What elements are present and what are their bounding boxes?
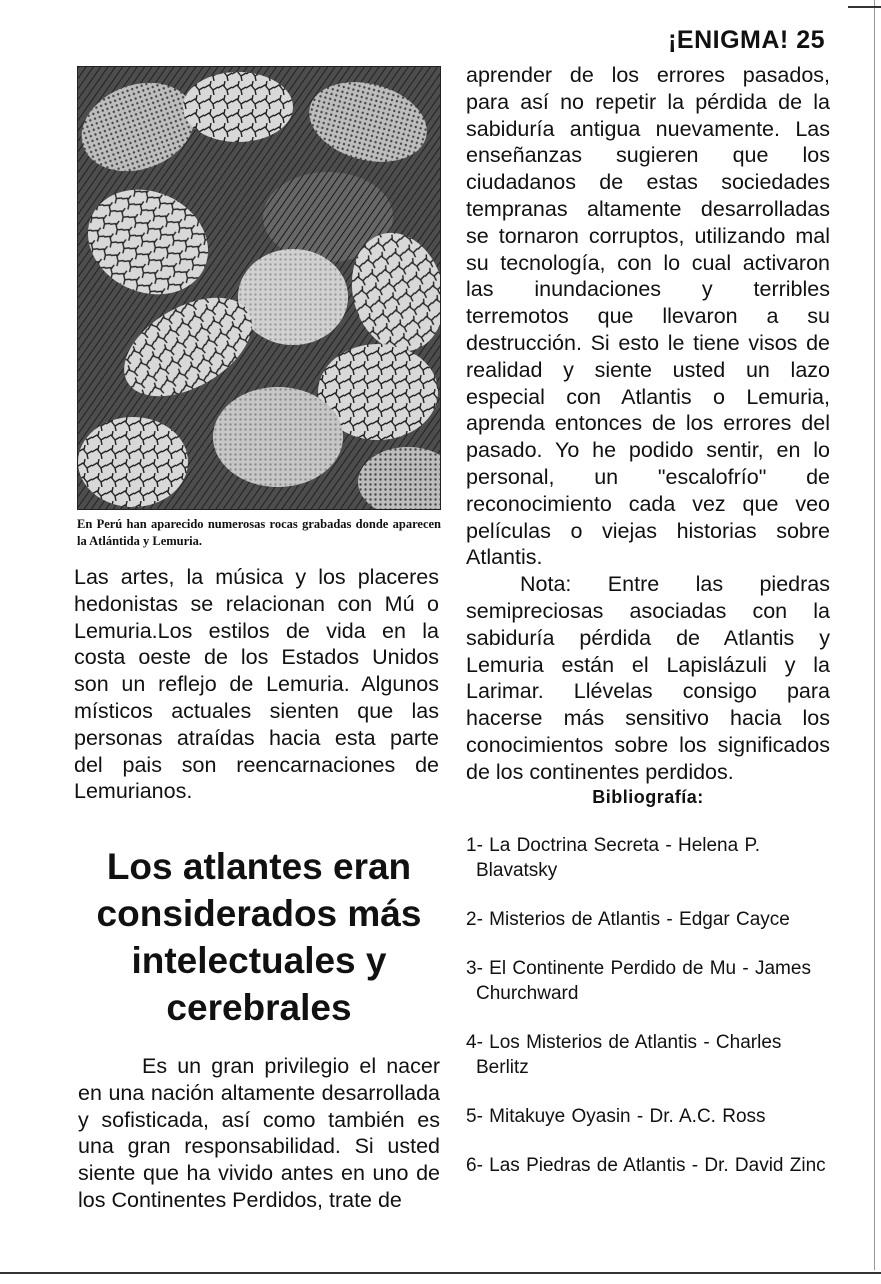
right-edge-rule — [874, 0, 875, 1270]
page-header: ¡ENIGMA! 25 — [668, 26, 825, 54]
left-intro-paragraph: Las artes, la música y los placeres hedonistas se relacionan con Mú o Lemuria.Los estilos de vida en la costa oeste de los Estados Unidos son un reflejo de Lemuria. Algunos místicos actuales sienten que las personas atraídas hacia esta parte del pais son reencarnaciones de Lemurianos. — [74, 565, 439, 804]
section-heading: Los atlantes eran considerados más intelectuales y cerebrales — [96, 846, 422, 1028]
bibliography-item: 3- El Continente Perdido de Mu - James Churchward — [466, 958, 811, 1004]
nota-paragraph: Nota: Entre las piedras semipreciosas asociadas con la sabiduría pérdida de Atlantis y Lemuria están el Lapislázuli y la Larimar. Llévelas consigo para hacerse más sensitivo hacia los conocimientos sobre los significados de los continentes perdidos. — [466, 572, 830, 784]
bibliography-list — [466, 833, 836, 1202]
bibliography-item: 2- Misterios de Atlantis - Edgar Cayce — [466, 909, 790, 930]
top-right-rule — [848, 6, 881, 8]
bottom-rule — [0, 1272, 881, 1274]
engraved-stones-photo — [77, 66, 441, 510]
bibliography-item: 4- Los Misterios de Atlantis - Charles Berlitz — [466, 1032, 782, 1078]
bibliography-item: 5- Mitakuye Oyasin - Dr. A.C. Ross — [466, 1106, 766, 1127]
right-body-paragraph: aprender de los errores pasados, para así no repetir la pérdida de la sabiduría antigua nuevamente. Las enseñanzas sugieren que los ciudadanos de estas sociedades tempranas altamente desarrolladas se tornaron corruptos, utilizando mal su tecnología, con lo cual activaron las inundaciones y terribles terremotos que llevaron a su destrucción. Si esto le tiene visos de realidad y siente usted un lazo especial con Atlantis o Lemuria, aprenda entonces de los errores del pasado. Yo he podido sentir, en lo personal, un "escalofrío" de reconocimiento cada vez que veo películas o viejas historias sobre Atlantis. — [466, 63, 830, 570]
photo-caption: En Perú han aparecido numerosas rocas grabadas donde aparecen la Atlántida y Lemuria. — [77, 517, 441, 548]
left-body-paragraph: Es un gran privilegio el nacer en una nación altamente desarrollada y sofisticada, así como también es una gran responsabilidad. Si usted siente que ha vivido antes en uno de los Continentes Perdidos, trate de — [78, 1054, 440, 1212]
bibliography-title: Bibliografía: — [592, 787, 704, 807]
bibliography-item: 1- La Doctrina Secreta - Helena P. Blavatsky — [466, 835, 760, 881]
right-column — [466, 62, 830, 807]
bibliography-item: 6- Las Piedras de Atlantis - Dr. David Zinc — [466, 1155, 826, 1176]
